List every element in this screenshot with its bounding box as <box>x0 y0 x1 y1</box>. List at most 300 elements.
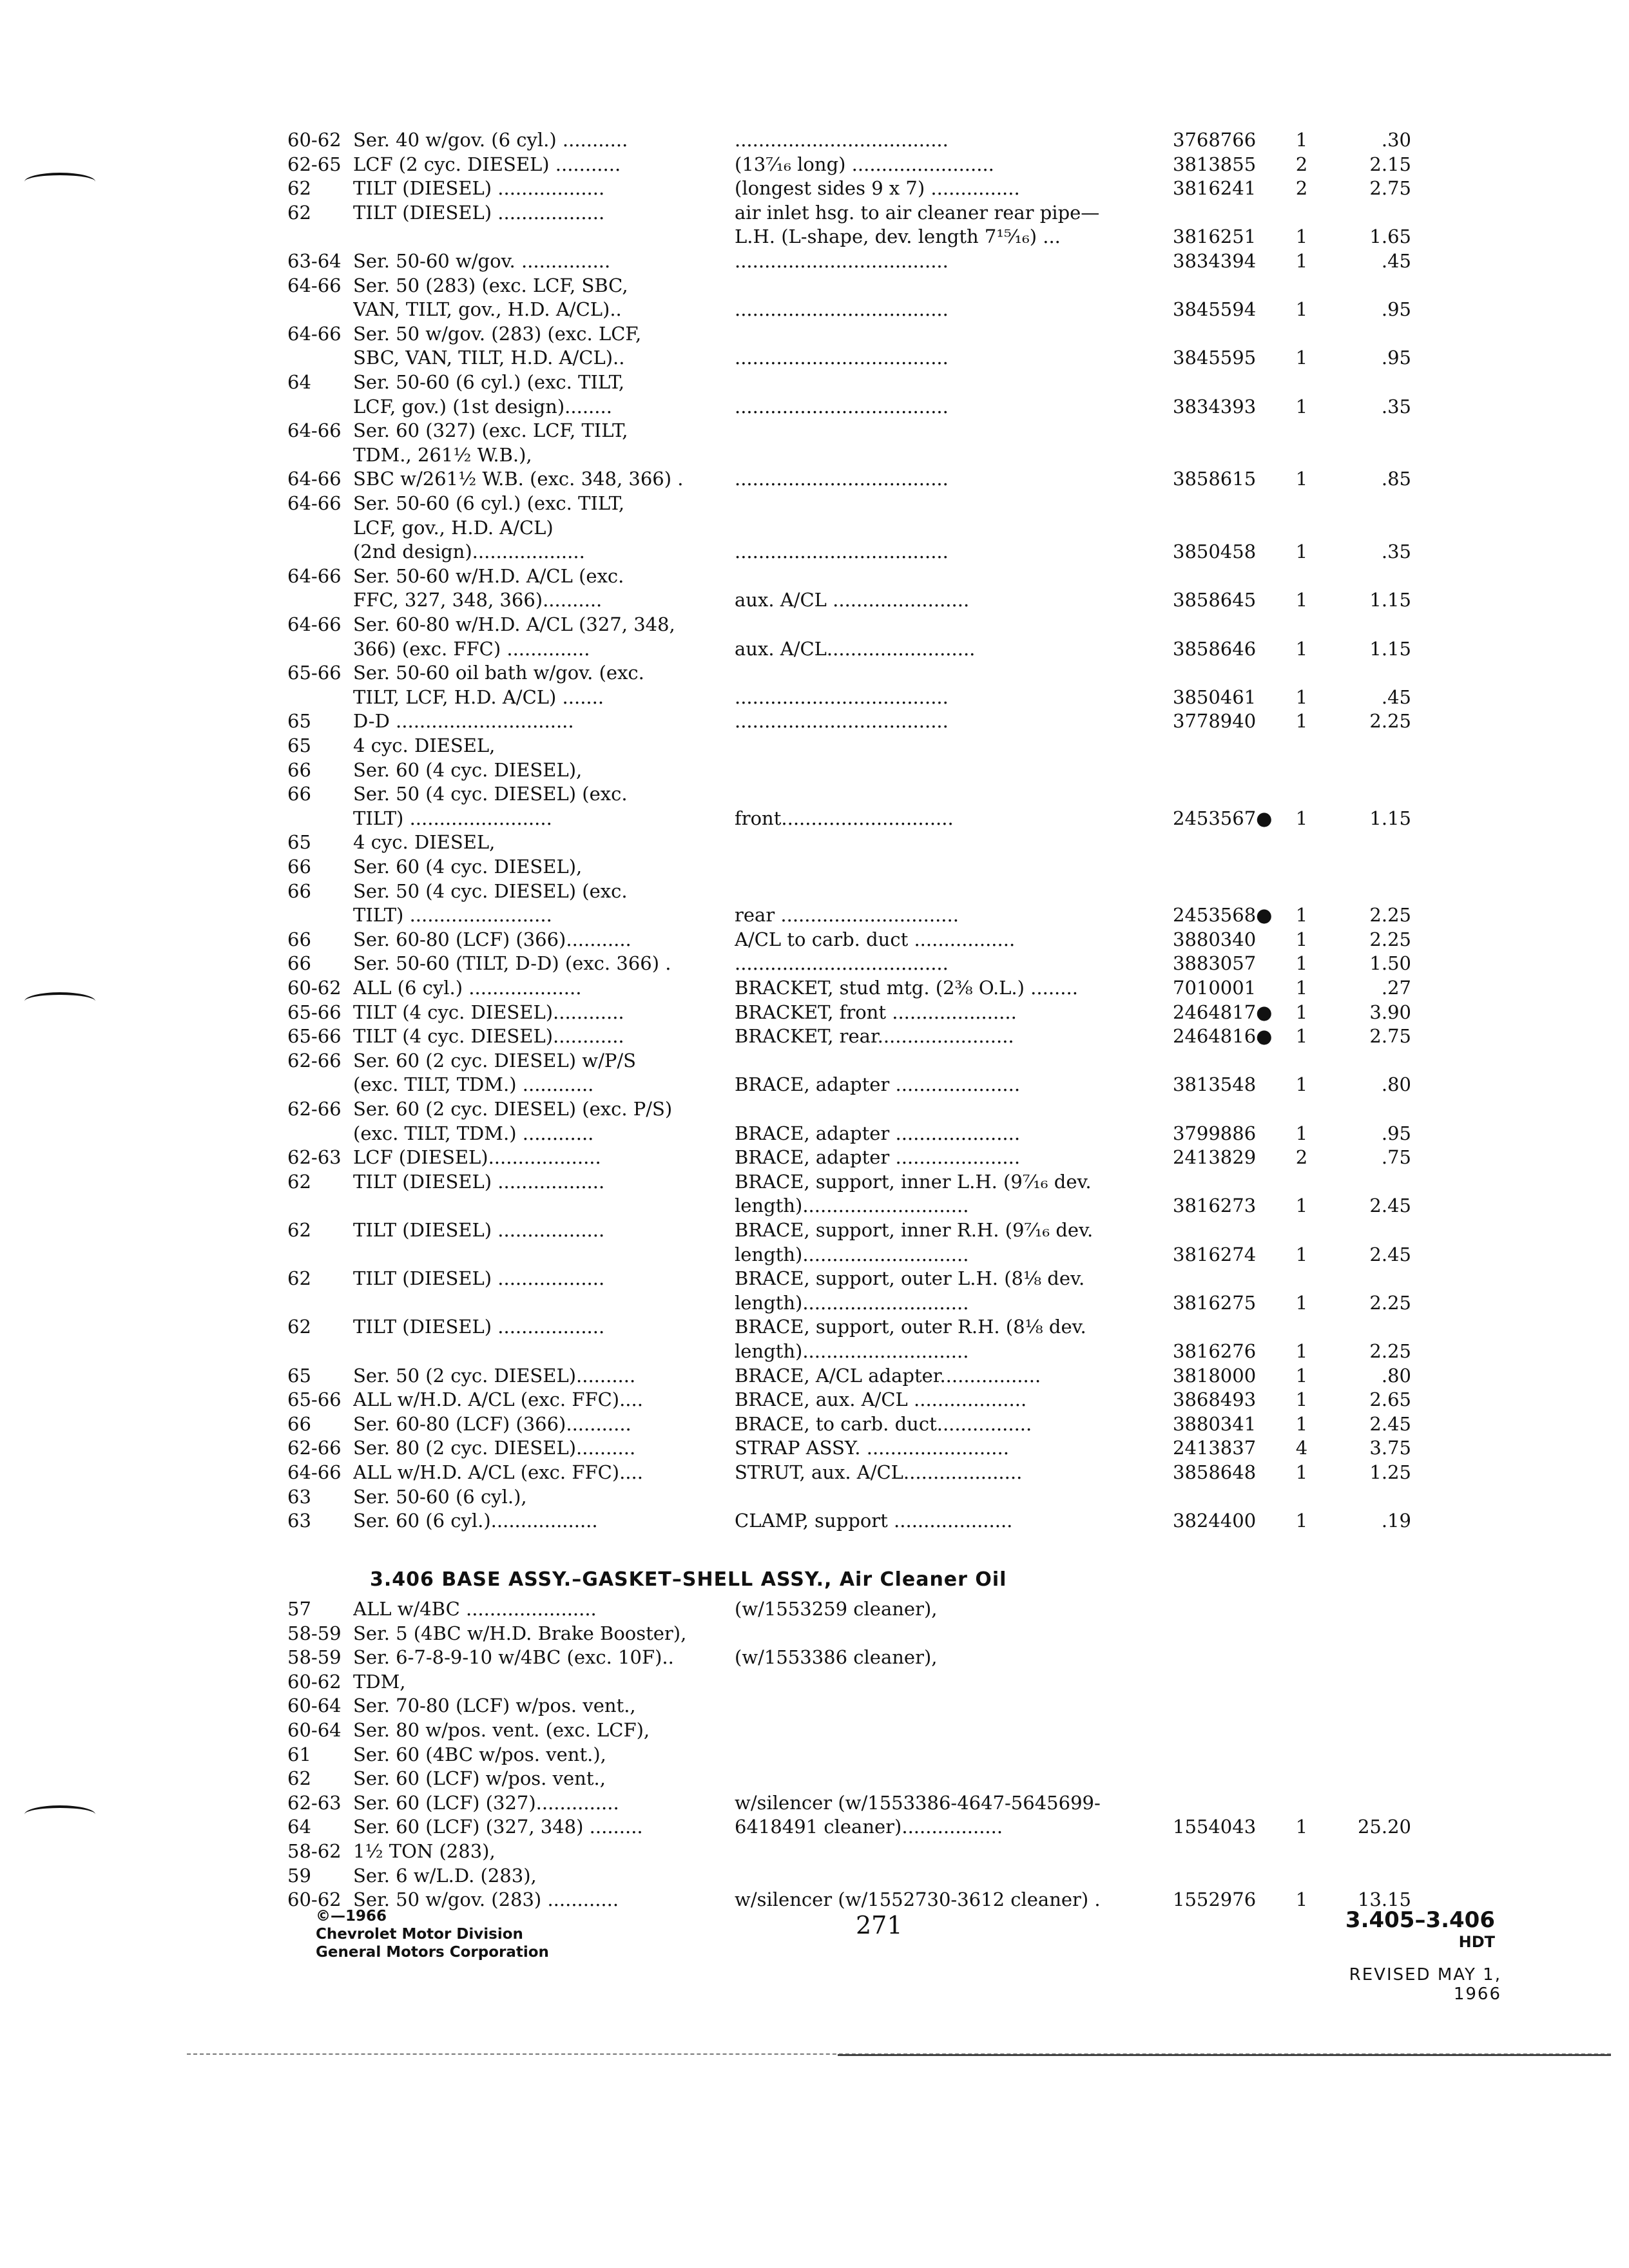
price-cell: .45 <box>1381 686 1411 708</box>
description-cell: .................................... <box>735 952 949 975</box>
model-cell: ALL (6 cyl.) ................... <box>353 977 582 999</box>
year-cell <box>287 1339 352 1363</box>
price-cell <box>1315 758 1411 782</box>
year-cell: 62-63 <box>287 1791 342 1814</box>
revised-date: REVISED MAY 1, 1966 <box>1349 1965 1501 2004</box>
scan-edge-line <box>838 2054 1611 2056</box>
description-cell <box>735 491 1160 515</box>
year-cell <box>287 588 352 612</box>
part-number-cell <box>1173 491 1282 515</box>
punch-hole-mark <box>24 1805 95 1823</box>
quantity-cell: 1 <box>1295 1816 1308 1838</box>
parts-row <box>0 345 1629 370</box>
part-number-cell: 3816275 <box>1173 1291 1257 1314</box>
description-cell <box>735 1863 1160 1888</box>
parts-row <box>0 1339 1629 1363</box>
year-cell <box>287 1121 352 1146</box>
quantity-cell: 2 <box>1295 1146 1308 1169</box>
parts-row <box>0 1645 1629 1669</box>
quantity-cell: 1 <box>1295 977 1308 999</box>
description-cell <box>735 1766 1160 1791</box>
model-cell: Ser. 6 w/L.D. (283), <box>353 1864 537 1887</box>
model-cell: Ser. 60 (6 cyl.).................. <box>353 1510 598 1532</box>
model-cell: D-D .............................. <box>353 710 574 733</box>
model-cell: ALL w/H.D. A/CL (exc. FFC).... <box>353 1389 643 1411</box>
part-number-cell <box>1173 1693 1282 1718</box>
year-cell <box>287 806 352 831</box>
description-cell: (w/1553386 cleaner), <box>735 1646 938 1669</box>
quantity-cell: 1 <box>1295 1364 1308 1387</box>
price-cell: .85 <box>1381 468 1411 490</box>
quantity-cell: 1 <box>1295 347 1308 369</box>
model-cell <box>353 1339 714 1363</box>
model-cell: ALL w/H.D. A/CL (exc. FFC).... <box>353 1461 643 1483</box>
model-cell: TILT (DIESEL) .................. <box>353 1219 605 1241</box>
year-cell: 63 <box>287 1485 311 1508</box>
description-cell <box>735 1718 1160 1742</box>
description-cell: w/silencer (w/1553386-4647-5645699- <box>735 1791 1101 1814</box>
model-cell: SBC, VAN, TILT, H.D. A/CL).. <box>353 347 625 369</box>
part-number-cell <box>1173 418 1282 443</box>
description-cell: BRACE, support, inner R.H. (9⁷⁄₁₆ dev. <box>735 1219 1094 1241</box>
price-cell: .35 <box>1381 541 1411 563</box>
description-cell <box>735 1097 1160 1121</box>
parts-row <box>0 1436 1629 1460</box>
parts-row <box>0 806 1629 831</box>
quantity-cell: 1 <box>1295 1340 1308 1362</box>
model-cell: Ser. 50 w/gov. (283) ............ <box>353 1888 619 1911</box>
parts-row <box>0 733 1629 758</box>
description-cell <box>735 830 1160 854</box>
parts-row <box>0 709 1629 733</box>
part-number-cell <box>1173 1718 1282 1742</box>
part-number-cell: 3845594 <box>1173 298 1257 321</box>
quantity-cell: 1 <box>1295 1073 1308 1096</box>
year-cell: 60-62 <box>287 977 342 999</box>
part-number-cell: 3858645 <box>1173 589 1257 611</box>
price-cell <box>1315 443 1411 467</box>
model-cell: (exc. TILT, TDM.) ............ <box>353 1122 594 1144</box>
parts-row <box>0 1693 1629 1718</box>
model-cell: LCF, gov.) (1st design)........ <box>353 395 612 418</box>
parts-row <box>0 539 1629 564</box>
description-cell: .................................... <box>735 298 949 321</box>
price-cell <box>1315 1169 1411 1194</box>
price-cell: 2.25 <box>1369 710 1411 733</box>
parts-row <box>0 176 1629 200</box>
model-cell: Ser. 50-60 (TILT, D-D) (exc. 366) . <box>353 952 671 975</box>
model-cell <box>353 1242 714 1267</box>
year-cell: 62 <box>287 1219 311 1241</box>
year-cell: 66 <box>287 783 311 805</box>
price-cell <box>1315 854 1411 879</box>
description-cell <box>735 1693 1160 1718</box>
model-cell: 4 cyc. DIESEL, <box>353 831 496 854</box>
description-cell <box>735 1048 1160 1073</box>
price-cell: 1.15 <box>1369 637 1411 660</box>
part-number-cell <box>1173 443 1282 467</box>
year-cell <box>287 443 352 467</box>
part-number-cell <box>1173 1169 1282 1194</box>
part-number-cell: 3818000 <box>1173 1364 1257 1387</box>
quantity-cell: 1 <box>1295 1025 1308 1048</box>
price-cell: .45 <box>1381 250 1411 272</box>
model-cell: TDM., 261½ W.B.), <box>353 443 532 466</box>
quantity-cell: 2 <box>1295 153 1308 175</box>
description-cell: BRACE, support, outer R.H. (8⅛ dev. <box>735 1316 1086 1338</box>
price-cell: .27 <box>1381 977 1411 999</box>
year-cell: 61 <box>287 1743 311 1765</box>
quantity-cell: 1 <box>1295 637 1308 660</box>
price-cell <box>1315 515 1411 540</box>
quantity-cell: 4 <box>1295 1437 1308 1459</box>
price-cell <box>1315 1669 1411 1694</box>
section-range: 3.405–3.406 <box>1345 1907 1495 1933</box>
price-cell <box>1315 1693 1411 1718</box>
description-cell <box>735 1485 1160 1509</box>
parts-row <box>0 273 1629 298</box>
part-number-cell: 3816273 <box>1173 1195 1257 1217</box>
year-cell: 60-62 <box>287 1888 342 1911</box>
part-number-cell: 3880340 <box>1173 928 1257 950</box>
parts-row <box>0 1669 1629 1694</box>
parts-row <box>0 1863 1629 1888</box>
part-number-cell: 3883057 <box>1173 952 1257 975</box>
parts-row <box>0 1621 1629 1646</box>
parts-row <box>0 1266 1629 1291</box>
price-cell <box>1315 1766 1411 1791</box>
year-cell: 62-66 <box>287 1098 342 1120</box>
part-number-cell <box>1173 1621 1282 1646</box>
quantity-cell: 1 <box>1295 589 1308 611</box>
model-cell: Ser. 60 (LCF) w/pos. vent., <box>353 1767 606 1790</box>
price-cell: 3.75 <box>1369 1437 1411 1459</box>
year-cell <box>287 297 352 322</box>
model-cell: Ser. 60 (4 cyc. DIESEL), <box>353 758 583 781</box>
model-cell: TILT (DIESEL) .................. <box>353 201 605 224</box>
quantity-cell: 1 <box>1295 1510 1308 1532</box>
quantity-cell: 1 <box>1295 250 1308 272</box>
parts-row <box>0 1412 1629 1436</box>
model-cell: TDM, <box>353 1670 406 1693</box>
parts-row <box>0 1766 1629 1791</box>
price-cell: 25.20 <box>1357 1816 1411 1838</box>
model-cell: 366) (exc. FFC) .............. <box>353 637 590 660</box>
year-cell: 66 <box>287 879 311 902</box>
part-number-cell: 3768766 <box>1173 129 1257 151</box>
part-number-cell: 3816274 <box>1173 1243 1257 1265</box>
model-cell: Ser. 50-60 w/H.D. A/CL (exc. <box>353 564 624 587</box>
description-cell: (13⁷⁄₁₆ long) ........................ <box>735 153 994 175</box>
description-cell: BRACE, support, outer L.H. (8⅛ dev. <box>735 1267 1085 1290</box>
parts-row <box>0 1024 1629 1048</box>
part-number-cell <box>1173 1669 1282 1694</box>
quantity-cell: 1 <box>1295 686 1308 708</box>
parts-row <box>0 637 1629 661</box>
year-cell: 65-66 <box>287 1001 342 1023</box>
year-cell: 60-64 <box>287 1695 342 1717</box>
description-cell: .................................... <box>735 250 949 272</box>
model-cell: Ser. 40 w/gov. (6 cyl.) ........... <box>353 129 628 151</box>
part-number-cell <box>1173 782 1282 806</box>
part-number-cell <box>1173 515 1282 540</box>
description-cell: w/silencer (w/1552730-3612 cleaner) . <box>735 1888 1101 1911</box>
price-cell <box>1315 418 1411 443</box>
quantity-cell: 1 <box>1295 952 1308 975</box>
part-number-cell: 2453568● <box>1173 904 1273 927</box>
description-cell: rear .............................. <box>735 904 959 927</box>
year-cell: 60-62 <box>287 129 342 151</box>
price-cell: 1.50 <box>1369 952 1411 975</box>
model-cell: 4 cyc. DIESEL, <box>353 735 496 756</box>
description-cell: .................................... <box>735 395 949 418</box>
model-cell: SBC w/261½ W.B. (exc. 348, 366) . <box>353 468 684 490</box>
parts-row <box>0 1000 1629 1024</box>
price-cell <box>1315 322 1411 346</box>
model-cell: Ser. 60-80 (LCF) (366)........... <box>353 928 631 950</box>
description-cell: BRACE, aux. A/CL ................... <box>735 1389 1027 1411</box>
description-cell: BRACKET, rear....................... <box>735 1025 1014 1048</box>
parts-row <box>0 394 1629 419</box>
model-cell: Ser. 5 (4BC w/H.D. Brake Booster), <box>353 1622 687 1644</box>
year-cell: 62-66 <box>287 1049 342 1072</box>
model-cell: (exc. TILT, TDM.) ............ <box>353 1073 594 1096</box>
quantity-cell: 1 <box>1295 1389 1308 1411</box>
parts-row <box>0 1597 1629 1621</box>
price-cell <box>1315 491 1411 515</box>
part-number-cell <box>1173 660 1282 685</box>
model-cell: Ser. 50 w/gov. (283) (exc. LCF, <box>353 322 642 345</box>
parts-row <box>0 249 1629 273</box>
parts-row <box>0 297 1629 322</box>
price-cell: 2.75 <box>1369 1025 1411 1048</box>
quantity-cell: 1 <box>1295 298 1308 321</box>
description-cell: length)............................ <box>735 1291 969 1314</box>
part-number-cell <box>1173 1645 1282 1669</box>
price-cell <box>1315 612 1411 637</box>
description-cell <box>735 612 1160 637</box>
model-cell: Ser. 60 (LCF) (327).............. <box>353 1791 619 1814</box>
price-cell <box>1315 1266 1411 1291</box>
parts-row <box>0 1291 1629 1315</box>
parts-row <box>0 1072 1629 1097</box>
price-cell <box>1315 830 1411 854</box>
description-cell: air inlet hsg. to air cleaner rear pipe— <box>735 201 1100 224</box>
quantity-cell: 1 <box>1295 226 1308 248</box>
parts-row <box>0 1121 1629 1146</box>
year-cell <box>287 637 352 661</box>
price-cell: .95 <box>1381 347 1411 369</box>
parts-row <box>0 1742 1629 1767</box>
parts-row <box>0 854 1629 879</box>
part-number-cell <box>1173 370 1282 394</box>
price-cell: 1.25 <box>1369 1461 1411 1483</box>
price-cell <box>1315 1742 1411 1767</box>
year-cell: 63-64 <box>287 250 342 272</box>
year-cell: 64 <box>287 1816 311 1838</box>
price-cell: .35 <box>1381 395 1411 418</box>
parts-row <box>0 879 1629 903</box>
corporation-name: General Motors Corporation <box>316 1944 549 1961</box>
part-number-cell <box>1173 273 1282 298</box>
year-cell: 62 <box>287 1267 311 1290</box>
model-cell: Ser. 50 (4 cyc. DIESEL) (exc. <box>353 783 628 805</box>
description-cell: BRACE, to carb. duct................ <box>735 1412 1032 1435</box>
description-cell <box>735 733 1160 758</box>
model-cell <box>353 224 714 249</box>
parts-row <box>0 370 1629 394</box>
description-cell <box>735 1669 1160 1694</box>
price-cell: .95 <box>1381 298 1411 321</box>
price-cell: .80 <box>1381 1073 1411 1096</box>
year-cell <box>287 1291 352 1315</box>
year-cell: 58-62 <box>287 1840 342 1862</box>
description-cell: .................................... <box>735 686 949 708</box>
part-number-cell <box>1173 1485 1282 1509</box>
price-cell <box>1315 1048 1411 1073</box>
price-cell: 2.25 <box>1369 928 1411 950</box>
part-number-cell: 3868493 <box>1173 1389 1257 1411</box>
model-cell: LCF (DIESEL)................... <box>353 1146 601 1169</box>
part-number-cell: 3858646 <box>1173 637 1257 660</box>
division-name: Chevrolet Motor Division <box>316 1926 523 1943</box>
price-cell: 2.25 <box>1369 904 1411 927</box>
section-title: 3.406 BASE ASSY.–GASKET–SHELL ASSY., Air Cleaner Oil <box>370 1568 1007 1591</box>
part-number-cell: 3778940 <box>1173 710 1257 733</box>
part-number-cell: 3799886 <box>1173 1122 1257 1144</box>
price-cell <box>1315 879 1411 903</box>
year-cell: 62 <box>287 177 311 200</box>
model-cell: LCF, gov., H.D. A/CL) <box>353 516 554 539</box>
quantity-cell: 1 <box>1295 1195 1308 1217</box>
price-cell <box>1315 1597 1411 1621</box>
parts-row <box>0 588 1629 612</box>
year-cell: 60-62 <box>287 1670 342 1693</box>
model-cell: Ser. 50-60 (6 cyl.) (exc. TILT, <box>353 492 625 514</box>
quantity-cell: 1 <box>1295 1888 1308 1911</box>
part-number-cell <box>1173 1791 1282 1815</box>
part-number-cell <box>1173 854 1282 879</box>
description-cell <box>735 1839 1160 1863</box>
part-number-cell <box>1173 322 1282 346</box>
year-cell <box>287 1193 352 1218</box>
description-cell: BRACE, adapter ..................... <box>735 1073 1021 1096</box>
description-cell: BRACE, A/CL adapter................. <box>735 1364 1041 1387</box>
price-cell <box>1315 1791 1411 1815</box>
year-cell: 65 <box>287 1364 311 1387</box>
quantity-cell: 1 <box>1295 1412 1308 1435</box>
model-cell: Ser. 60 (4 cyc. DIESEL), <box>353 856 583 878</box>
model-cell: Ser. 50 (2 cyc. DIESEL).......... <box>353 1364 636 1387</box>
year-cell: 64-66 <box>287 613 342 635</box>
year-cell: 65-66 <box>287 662 342 684</box>
parts-row <box>0 1193 1629 1218</box>
model-cell: FFC, 327, 348, 366).......... <box>353 589 602 611</box>
model-cell: TILT (DIESEL) .................. <box>353 1170 605 1193</box>
year-cell <box>287 1242 352 1267</box>
description-cell <box>735 854 1160 879</box>
description-cell: front............................. <box>735 807 954 829</box>
part-number-cell <box>1173 830 1282 854</box>
model-cell: TILT (4 cyc. DIESEL)............ <box>353 1001 624 1023</box>
description-cell: aux. A/CL......................... <box>735 637 976 660</box>
description-cell: length)............................ <box>735 1340 969 1362</box>
parts-row <box>0 1839 1629 1863</box>
parts-row <box>0 612 1629 637</box>
description-cell: length)............................ <box>735 1243 969 1265</box>
year-cell: 62 <box>287 201 311 224</box>
part-number-cell: 2464817● <box>1173 1001 1273 1023</box>
model-cell: Ser. 50-60 (6 cyl.), <box>353 1485 527 1508</box>
year-cell: 64-66 <box>287 564 342 587</box>
part-number-cell <box>1173 1218 1282 1242</box>
model-cell: Ser. 80 w/pos. vent. (exc. LCF), <box>353 1719 650 1741</box>
part-number-cell <box>1173 1839 1282 1863</box>
model-cell: Ser. 60 (LCF) (327, 348) ......... <box>353 1816 643 1838</box>
model-cell: TILT (DIESEL) .................. <box>353 177 605 200</box>
parts-row <box>0 1460 1629 1485</box>
parts-row <box>0 200 1629 225</box>
part-number-cell: 2464816● <box>1173 1025 1273 1048</box>
footer-section <box>1327 1907 1495 1951</box>
parts-row <box>0 1242 1629 1267</box>
model-cell: TILT) ........................ <box>353 904 552 927</box>
price-cell: 2.45 <box>1369 1195 1411 1217</box>
parts-row <box>0 758 1629 782</box>
model-cell <box>353 1193 714 1218</box>
parts-row <box>0 466 1629 491</box>
page-number: 271 <box>856 1911 903 1939</box>
description-cell: CLAMP, support .................... <box>735 1510 1013 1532</box>
model-cell: ALL w/4BC ...................... <box>353 1598 597 1620</box>
year-cell: 65 <box>287 710 311 733</box>
description-cell <box>735 564 1160 588</box>
price-cell: .19 <box>1381 1510 1411 1532</box>
year-cell: 63 <box>287 1510 311 1532</box>
parts-row <box>0 927 1629 952</box>
description-cell: (longest sides 9 x 7) ............... <box>735 177 1020 200</box>
quantity-cell: 1 <box>1295 904 1308 927</box>
year-cell: 65 <box>287 831 311 854</box>
year-cell: 64-66 <box>287 322 342 345</box>
price-cell <box>1315 1621 1411 1646</box>
price-cell <box>1315 1863 1411 1888</box>
parts-row <box>0 1718 1629 1742</box>
part-number-cell <box>1173 200 1282 225</box>
year-cell: 66 <box>287 856 311 878</box>
price-cell <box>1315 733 1411 758</box>
parts-row <box>0 1048 1629 1073</box>
price-cell: 1.65 <box>1369 226 1411 248</box>
part-number-cell: 1554043 <box>1173 1816 1257 1838</box>
model-cell: VAN, TILT, gov., H.D. A/CL).. <box>353 298 622 321</box>
part-number-cell: 3813855 <box>1173 153 1257 175</box>
description-cell <box>735 782 1160 806</box>
part-number-cell <box>1173 564 1282 588</box>
parts-row <box>0 951 1629 975</box>
price-cell: .30 <box>1381 129 1411 151</box>
description-cell: L.H. (L-shape, dev. length 7¹⁵⁄₁₆) ... <box>735 226 1061 248</box>
quantity-cell: 1 <box>1295 928 1308 950</box>
part-number-cell: 1552976 <box>1173 1888 1257 1911</box>
part-number-cell: 2413837 <box>1173 1437 1257 1459</box>
year-cell: 59 <box>287 1864 311 1887</box>
model-cell: Ser. 80 (2 cyc. DIESEL).......... <box>353 1437 636 1459</box>
year-cell: 64-66 <box>287 468 342 490</box>
year-cell: 66 <box>287 952 311 975</box>
part-number-cell: 3816241 <box>1173 177 1257 200</box>
price-cell <box>1315 273 1411 298</box>
